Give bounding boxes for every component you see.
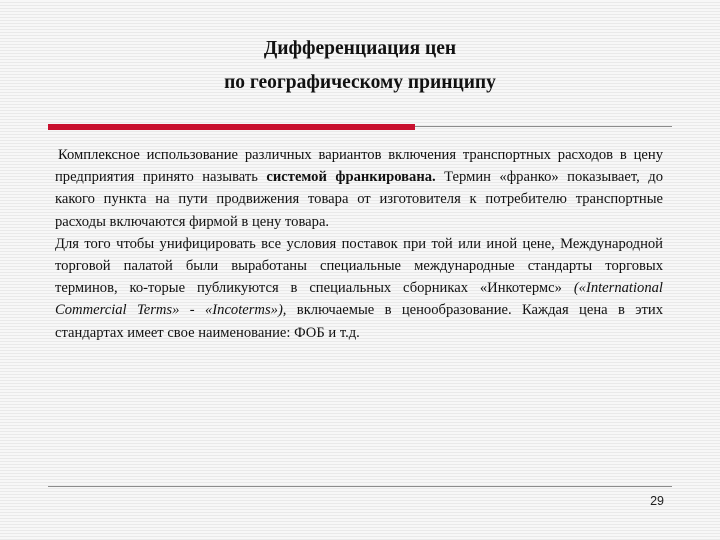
title-accent-bar: [48, 124, 415, 130]
slide-title: [0, 32, 720, 100]
slide-body: [55, 144, 663, 344]
paragraph-2-text-cont: включаемые в ценообразование. Каждая цена в этих стандартах имеет свое наименование: ФОБ и т.д.: [55, 302, 663, 341]
paragraph-1-text-cont: Термин «франко» показывает, до какого пункта на пути продвижения товара от изготовителя к потребителю транспортные расходы включаются фирмой в цену товара.: [55, 169, 663, 230]
paragraph-2-text: Для того чтобы унифицировать все условия поставок при той или иной цене, Международной торговой палатой были выработаны специальные международные стандарты торговых терминов, ко-торые публикуются в специальных сборниках «Инкотермс»: [55, 235, 663, 297]
title-line-1: Дифференциация цен: [263, 38, 457, 59]
incoterms-term: («International Commercial Terms» - «Incoterms»),: [55, 280, 663, 319]
paragraph-franking: [55, 144, 663, 233]
footer-divider: [48, 486, 672, 487]
franking-system-term: системой франкирована.: [266, 169, 436, 186]
paragraph-1-text: Комплексное использование различных вариантов включения транспортных расходов в цену предприятия принято называть: [55, 147, 663, 186]
title-line-2: по географическому принципу: [224, 72, 496, 93]
paragraph-incoterms: [55, 233, 663, 344]
page-number: 29: [650, 494, 664, 508]
